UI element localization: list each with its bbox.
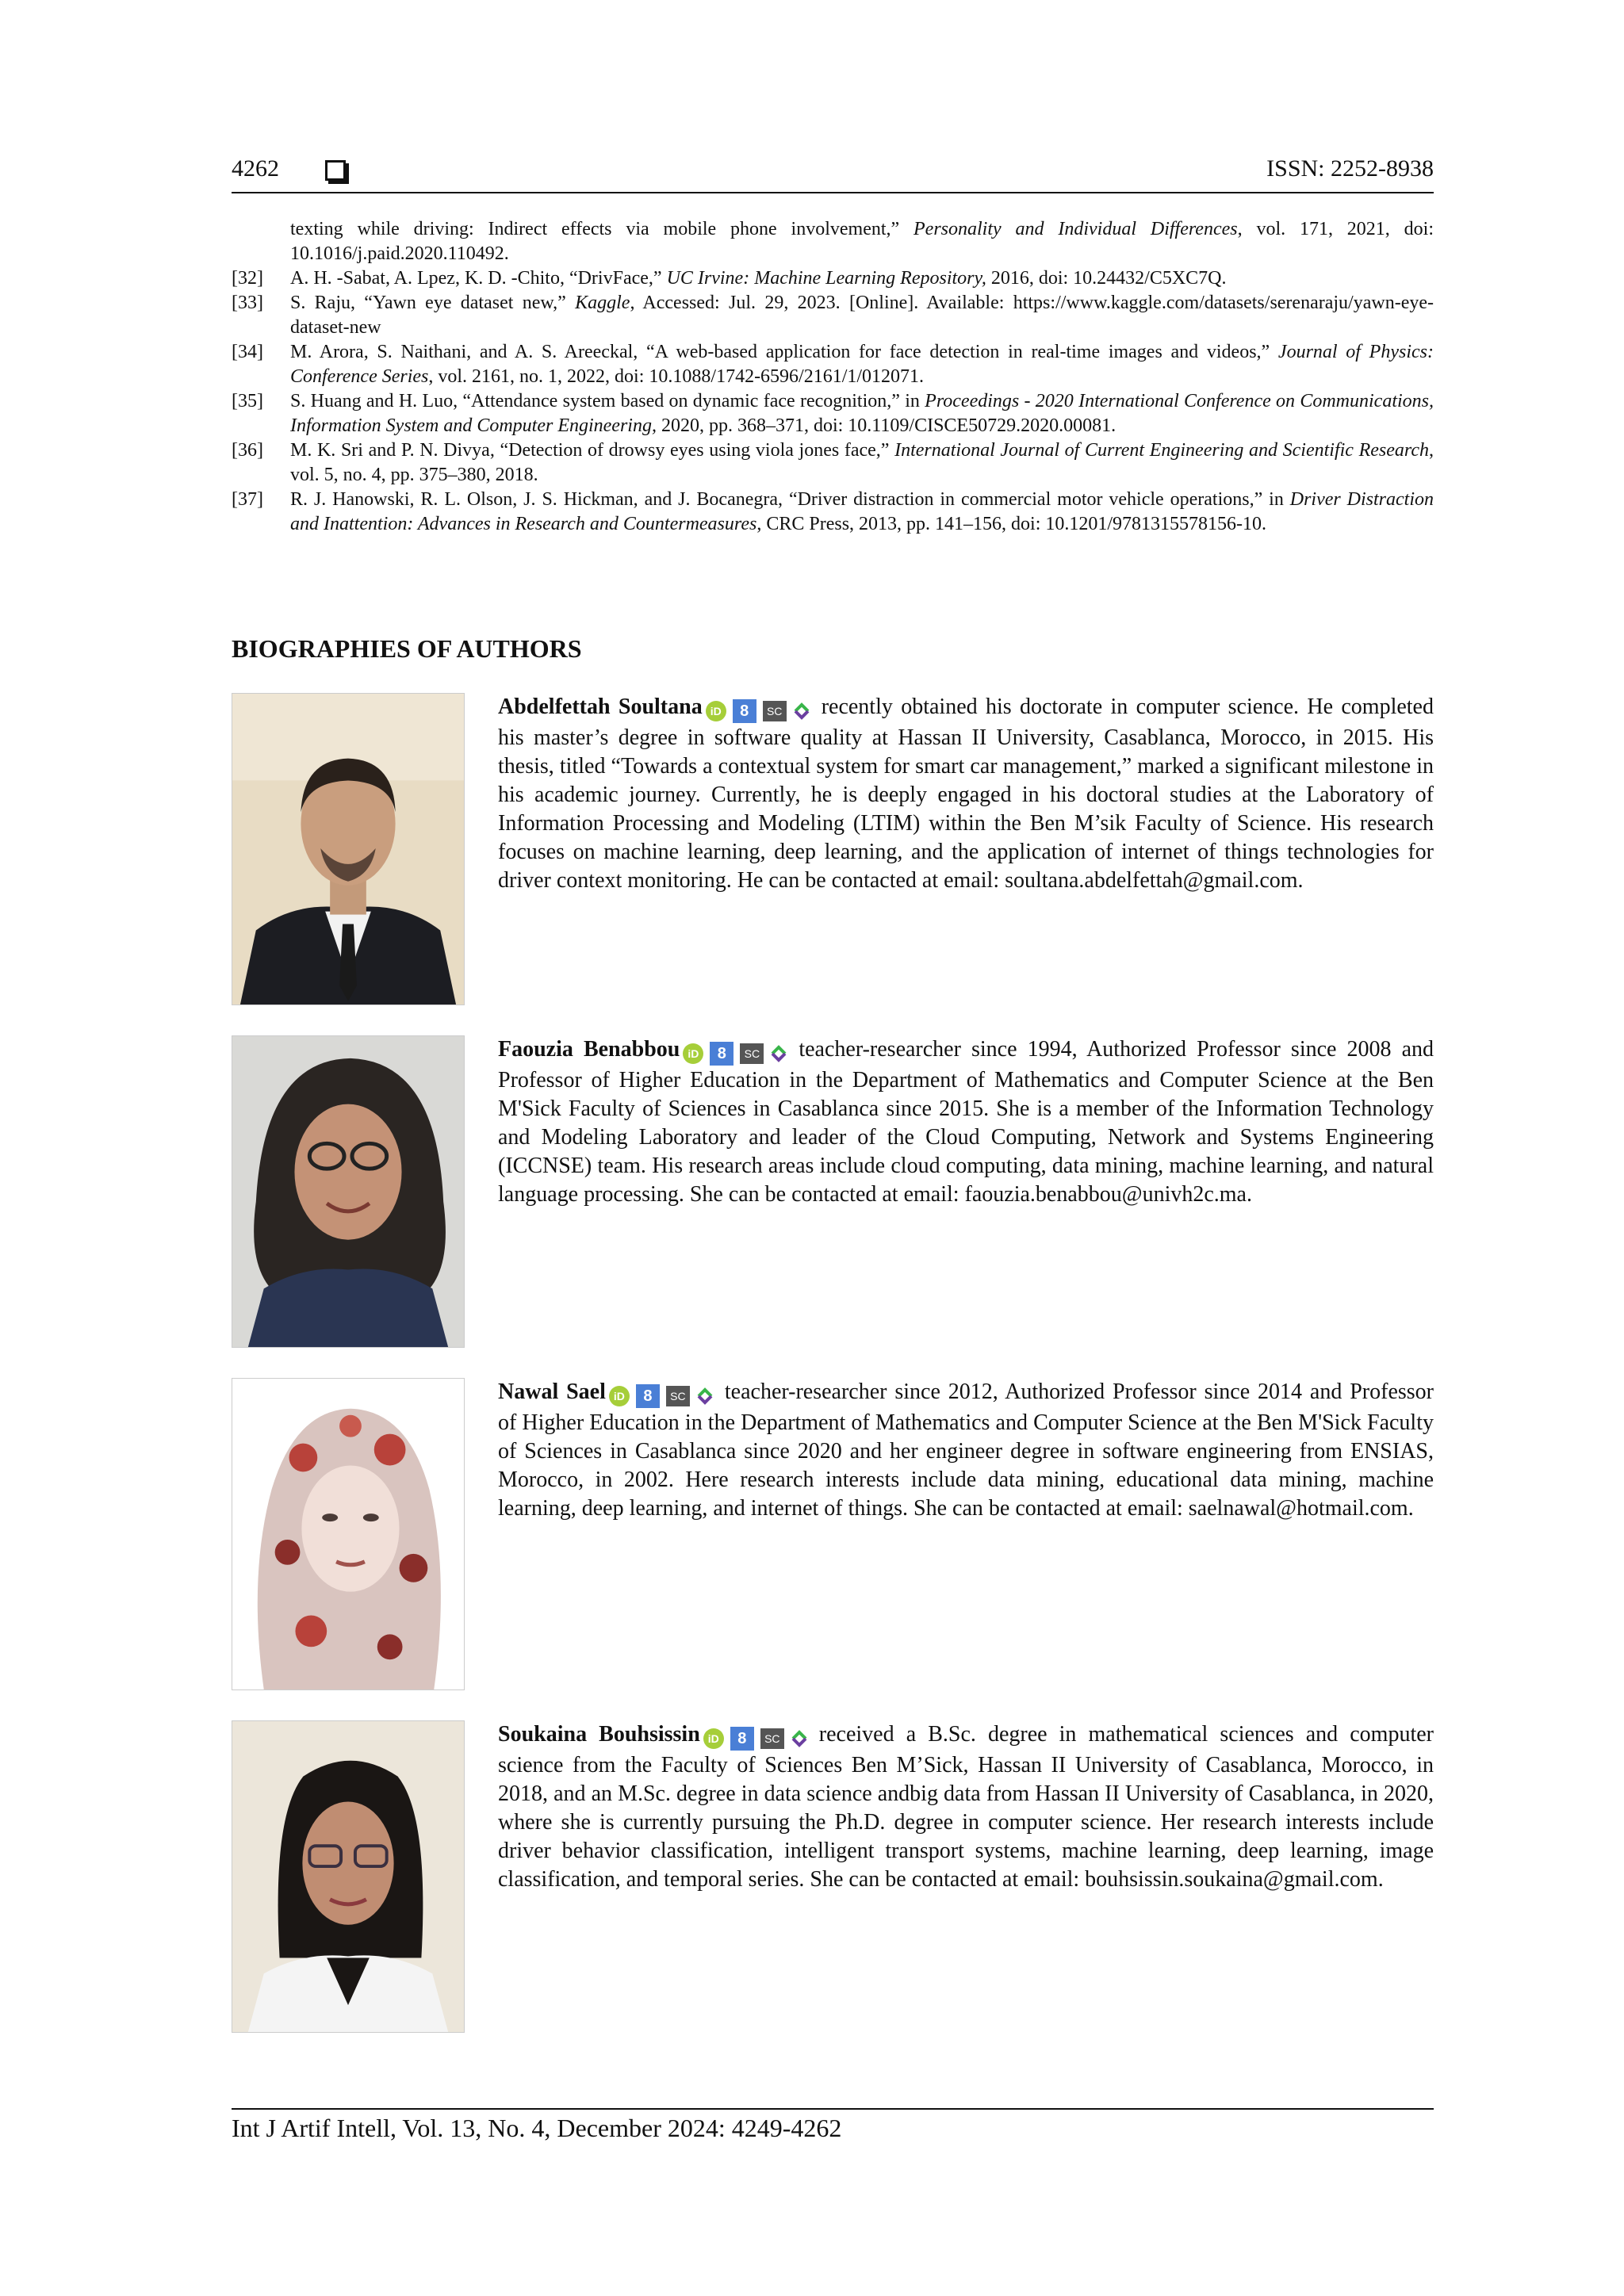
ref-part: International Journal of Current Engineering and Scientific Research (894, 440, 1429, 461)
bio-text (498, 1720, 1434, 1894)
box-glyph-icon (325, 160, 346, 181)
ref-part: M. Arora, S. Naithani, and A. S. Areeckal, “A web-based application for face detection in real-time images and videos,” (290, 342, 1278, 362)
reference-text (290, 291, 1434, 340)
ref-part: UC Irvine: Machine Learning Repository, (666, 268, 986, 289)
ref-part: , vol. 171, 2021, doi: 10.1016/j.paid.2020.110492. (290, 219, 1434, 264)
reference-item (232, 340, 1434, 389)
ref-part: 2016, doi: 10.24432/C5XC7Q. (986, 268, 1227, 289)
reference-text (290, 438, 1434, 488)
bio-text (498, 1035, 1434, 1209)
orcid-icon[interactable]: iD (703, 1728, 724, 1749)
reference-number: [36] (232, 440, 263, 461)
reference-number: [33] (232, 293, 263, 313)
profile-badges (706, 695, 817, 724)
ref-part: Driver Distraction and Inattention: Advances in Research and Countermeasures (290, 489, 1434, 534)
reference-text (290, 340, 1434, 389)
bio-body: recently obtained his doctorate in computer science. He completed his master’s degree in software quality at Hassan II University, Casablanca, Morocco, in 2015. His thesis, titled “Towards a contextual system for smart car management,” marked a significant milestone in his academic journey. Currently, he is deeply engaged in his doctoral studies at the Laboratory of Information Processing and Modeling (LTIM) within the Ben M’sik Faculty of Science. His research focuses on machine learning, deep learning, and the application of internet of things technologies for driver context monitoring. He can be contacted at email: soultana.abdelfettah@gmail.com. (498, 695, 1434, 893)
bio-body: teacher-researcher since 1994, Authorized Professor since 2008 and Professor of Higher Education in the Department of Mathematics and Computer Science at the Ben M'Sick Faculty of Sciences in Casablanca since 2015. She is a member of the Information Technology and Modeling Laboratory and leader of the Cloud Computing, Network and Systems Engineering (ICCNSE) team. His research areas include cloud computing, data mining, machine learning, and natural language processing. She can be contacted at email: faouzia.benabbou@univh2c.ma. (498, 1037, 1434, 1207)
author-name: Nawal Sael (498, 1380, 606, 1404)
ref-part: M. K. Sri and P. N. Divya, “Detection of drowsy eyes using viola jones face,” (290, 440, 895, 461)
footer-rule (232, 2108, 1434, 2110)
reference-number: [37] (232, 489, 263, 510)
author-name: Faouzia Benabbou (498, 1037, 680, 1062)
ref-part: S. Huang and H. Luo, “Attendance system based on dynamic face recognition,” in (290, 391, 925, 411)
profile-badges (609, 1380, 720, 1409)
author-photo (232, 693, 465, 1005)
reference-text (290, 266, 1434, 291)
publons-icon[interactable] (770, 1045, 787, 1062)
reference-item (232, 488, 1434, 537)
ref-part: S. Raju, “Yawn eye dataset new,” (290, 293, 576, 313)
ref-part: , vol. 5, no. 4, pp. 375–380, 2018. (290, 440, 1434, 485)
section-heading: BIOGRAPHIES OF AUTHORS (232, 634, 582, 663)
bio-body: received a B.Sc. degree in mathematical sciences and computer science from the Faculty of Sciences Ben M’Sick, Hassan II University of Casablanca, Morocco, in 2018, and an M.Sc. degree in data science andbig data from Hassan II University of Casablanca, in 2020, where she is currently pursuing the Ph.D. degree in computer science. Her research interests include driver behavior classification, intelligent transport systems, machine learning, deep learning, image classification, and temporal series. She can be contacted at email: bouhsissin.soukaina@gmail.com. (498, 1722, 1434, 1892)
scopus-icon[interactable]: SC (763, 701, 787, 721)
reference-item (232, 266, 1434, 291)
page-number: 4262 (232, 155, 279, 182)
google-scholar-icon[interactable]: 8 (636, 1384, 660, 1408)
reference-item (232, 438, 1434, 488)
ref-part: texting while driving: Indirect effects via mobile phone involvement,” (290, 219, 914, 239)
ref-part: Proceedings - 2020 International Conference on Communications, Information System and Computer Engineering, (290, 391, 1434, 436)
orcid-icon[interactable]: iD (609, 1386, 630, 1406)
ref-part: , Accessed: Jul. 29, 2023. [Online]. Available: https://www.kaggle.com/datasets/serenaraju/yawn-eye-dataset-new (290, 293, 1434, 338)
reference-number: [35] (232, 391, 263, 411)
ref-part: , vol. 2161, no. 1, 2022, doi: 10.1088/1742-6596/2161/1/012071. (428, 366, 925, 387)
google-scholar-icon[interactable]: 8 (730, 1727, 754, 1751)
author-photo (232, 1378, 465, 1690)
publons-icon[interactable] (793, 702, 810, 720)
bio-body: teacher-researcher since 2012, Authorized Professor since 2014 and Professor of Higher Education in the Department of Mathematics and Computer Science at the Ben M'Sick Faculty of Sciences in Casablanca since 2020 and her engineer degree in software engineering from ENSIAS, Morocco, in 2002. Here research interests include data mining, educational data mining, machine learning, deep learning, and internet of things. She can be contacted at email: saelnawal@hotmail.com. (498, 1380, 1434, 1521)
reference-text (290, 389, 1434, 438)
author-name: Abdelfettah Soultana (498, 695, 703, 719)
publons-icon[interactable] (696, 1387, 714, 1405)
references-list (232, 217, 1434, 537)
ref-part: Personality and Individual Differences (914, 219, 1238, 239)
google-scholar-icon[interactable]: 8 (710, 1042, 733, 1066)
journal-citation: Int J Artif Intell, Vol. 13, No. 4, December 2024: 4249-4262 (232, 2114, 842, 2142)
scopus-icon[interactable]: SC (760, 1728, 784, 1749)
scopus-icon[interactable]: SC (666, 1386, 690, 1406)
publons-icon[interactable] (791, 1730, 808, 1747)
reference-item (232, 389, 1434, 438)
ref-part: 2020, pp. 368–371, doi: 10.1109/CISCE50729.2020.00081. (656, 415, 1116, 436)
ref-part: Kaggle (575, 293, 630, 313)
author-bio (232, 1720, 1434, 2033)
author-bio (232, 1035, 1434, 1348)
scopus-icon[interactable]: SC (740, 1043, 764, 1064)
orcid-icon[interactable]: iD (706, 701, 726, 721)
author-bio (232, 693, 1434, 1005)
author-name: Soukaina Bouhsissin (498, 1722, 700, 1747)
journal-issn: ISSN: 2252-8938 (1266, 155, 1434, 182)
author-photo (232, 1035, 465, 1348)
reference-number: [34] (232, 342, 263, 362)
reference-item (232, 291, 1434, 340)
ref-part: R. J. Hanowski, R. L. Olson, J. S. Hickman, and J. Bocanegra, “Driver distraction in commercial motor vehicle operations,” in (290, 489, 1290, 510)
bio-text (498, 693, 1434, 895)
reference-number: [32] (232, 268, 263, 289)
profile-badges (683, 1038, 794, 1066)
author-photo (232, 1720, 465, 2033)
profile-badges (703, 1723, 814, 1751)
bio-text (498, 1378, 1434, 1523)
ref-part: A. H. -Sabat, A. Lpez, K. D. -Chito, “DrivFace,” (290, 268, 667, 289)
author-bio (232, 1378, 1434, 1690)
orcid-icon[interactable]: iD (683, 1043, 703, 1064)
header-rule (232, 192, 1434, 193)
reference-continuation (232, 217, 1434, 266)
reference-text (290, 488, 1434, 537)
google-scholar-icon[interactable]: 8 (733, 699, 756, 723)
ref-part: Journal of Physics: Conference Series (290, 342, 1434, 387)
ref-part: , CRC Press, 2013, pp. 141–156, doi: 10.1201/9781315578156-10. (756, 514, 1267, 534)
